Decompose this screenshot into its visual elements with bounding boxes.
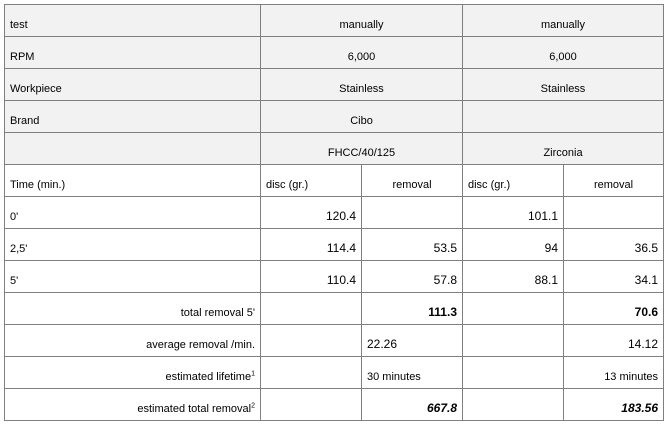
row-model [5,133,664,165]
label-model [5,133,261,165]
time-cell: 5' [5,261,261,293]
col-removal-a: removal [362,165,463,197]
rpm-a: 6,000 [261,37,463,69]
estimated-total-removal-b: 183.56 [564,389,664,421]
col-time: Time (min.) [5,165,261,197]
label-brand: Brand [5,101,261,133]
row-brand [5,101,664,133]
average-disc-a-empty [261,325,362,357]
rpm-b: 6,000 [463,37,664,69]
est-total-disc-a-empty [261,389,362,421]
model-a: FHCC/40/125 [261,133,463,165]
disc-b-cell: 101.1 [463,197,564,229]
total-removal-a: 111.3 [362,293,463,325]
model-b: Zirconia [463,133,664,165]
estimated-total-label-cell [5,389,261,421]
brand-a: Cibo [261,101,463,133]
table-row [5,197,664,229]
removal-a-cell [362,197,463,229]
estimated-total-removal-a: 667.8 [362,389,463,421]
total-disc-b-empty [463,293,564,325]
test-a: manually [261,5,463,37]
removal-b-cell [564,197,664,229]
workpiece-a: Stainless [261,69,463,101]
row-estimated-lifetime [5,357,664,389]
test-b: manually [463,5,664,37]
row-test [5,5,664,37]
col-disc-b: disc (gr.) [463,165,564,197]
estimated-lifetime-b: 13 minutes [564,357,664,389]
removal-a-cell: 57.8 [362,261,463,293]
table-row [5,229,664,261]
disc-a-cell: 120.4 [261,197,362,229]
time-cell: 2,5' [5,229,261,261]
removal-b-cell: 36.5 [564,229,664,261]
row-rpm [5,37,664,69]
row-estimated-total-removal [5,389,664,421]
estimated-total-label: estimated total removal [137,403,252,415]
total-removal-b: 70.6 [564,293,664,325]
estimated-lifetime-a: 30 minutes [362,357,463,389]
lifetime-disc-a-empty [261,357,362,389]
disc-a-cell: 110.4 [261,261,362,293]
total-disc-a-empty [261,293,362,325]
workpiece-b: Stainless [463,69,664,101]
brand-b [463,101,664,133]
col-disc-a: disc (gr.) [261,165,362,197]
disc-b-cell: 88.1 [463,261,564,293]
average-removal-a: 22.26 [362,325,463,357]
removal-b-cell: 34.1 [564,261,664,293]
footnote-1-marker: 1 [251,370,255,378]
results-table [4,4,664,421]
average-disc-b-empty [463,325,564,357]
disc-b-cell: 94 [463,229,564,261]
time-cell: 0' [5,197,261,229]
label-rpm: RPM [5,37,261,69]
col-removal-b: removal [564,165,664,197]
removal-a-cell: 53.5 [362,229,463,261]
average-removal-b: 14.12 [564,325,664,357]
row-column-headers [5,165,664,197]
table-row [5,261,664,293]
estimated-lifetime-label-cell [5,357,261,389]
average-removal-label: average removal /min. [5,325,261,357]
estimated-lifetime-label: estimated lifetime [165,371,252,383]
est-total-disc-b-empty [463,389,564,421]
total-removal-label: total removal 5' [5,293,261,325]
footnote-2-marker: 2 [251,402,255,410]
label-test: test [5,5,261,37]
lifetime-disc-b-empty [463,357,564,389]
row-average-removal [5,325,664,357]
row-total-removal [5,293,664,325]
label-workpiece: Workpiece [5,69,261,101]
row-workpiece [5,69,664,101]
disc-a-cell: 114.4 [261,229,362,261]
